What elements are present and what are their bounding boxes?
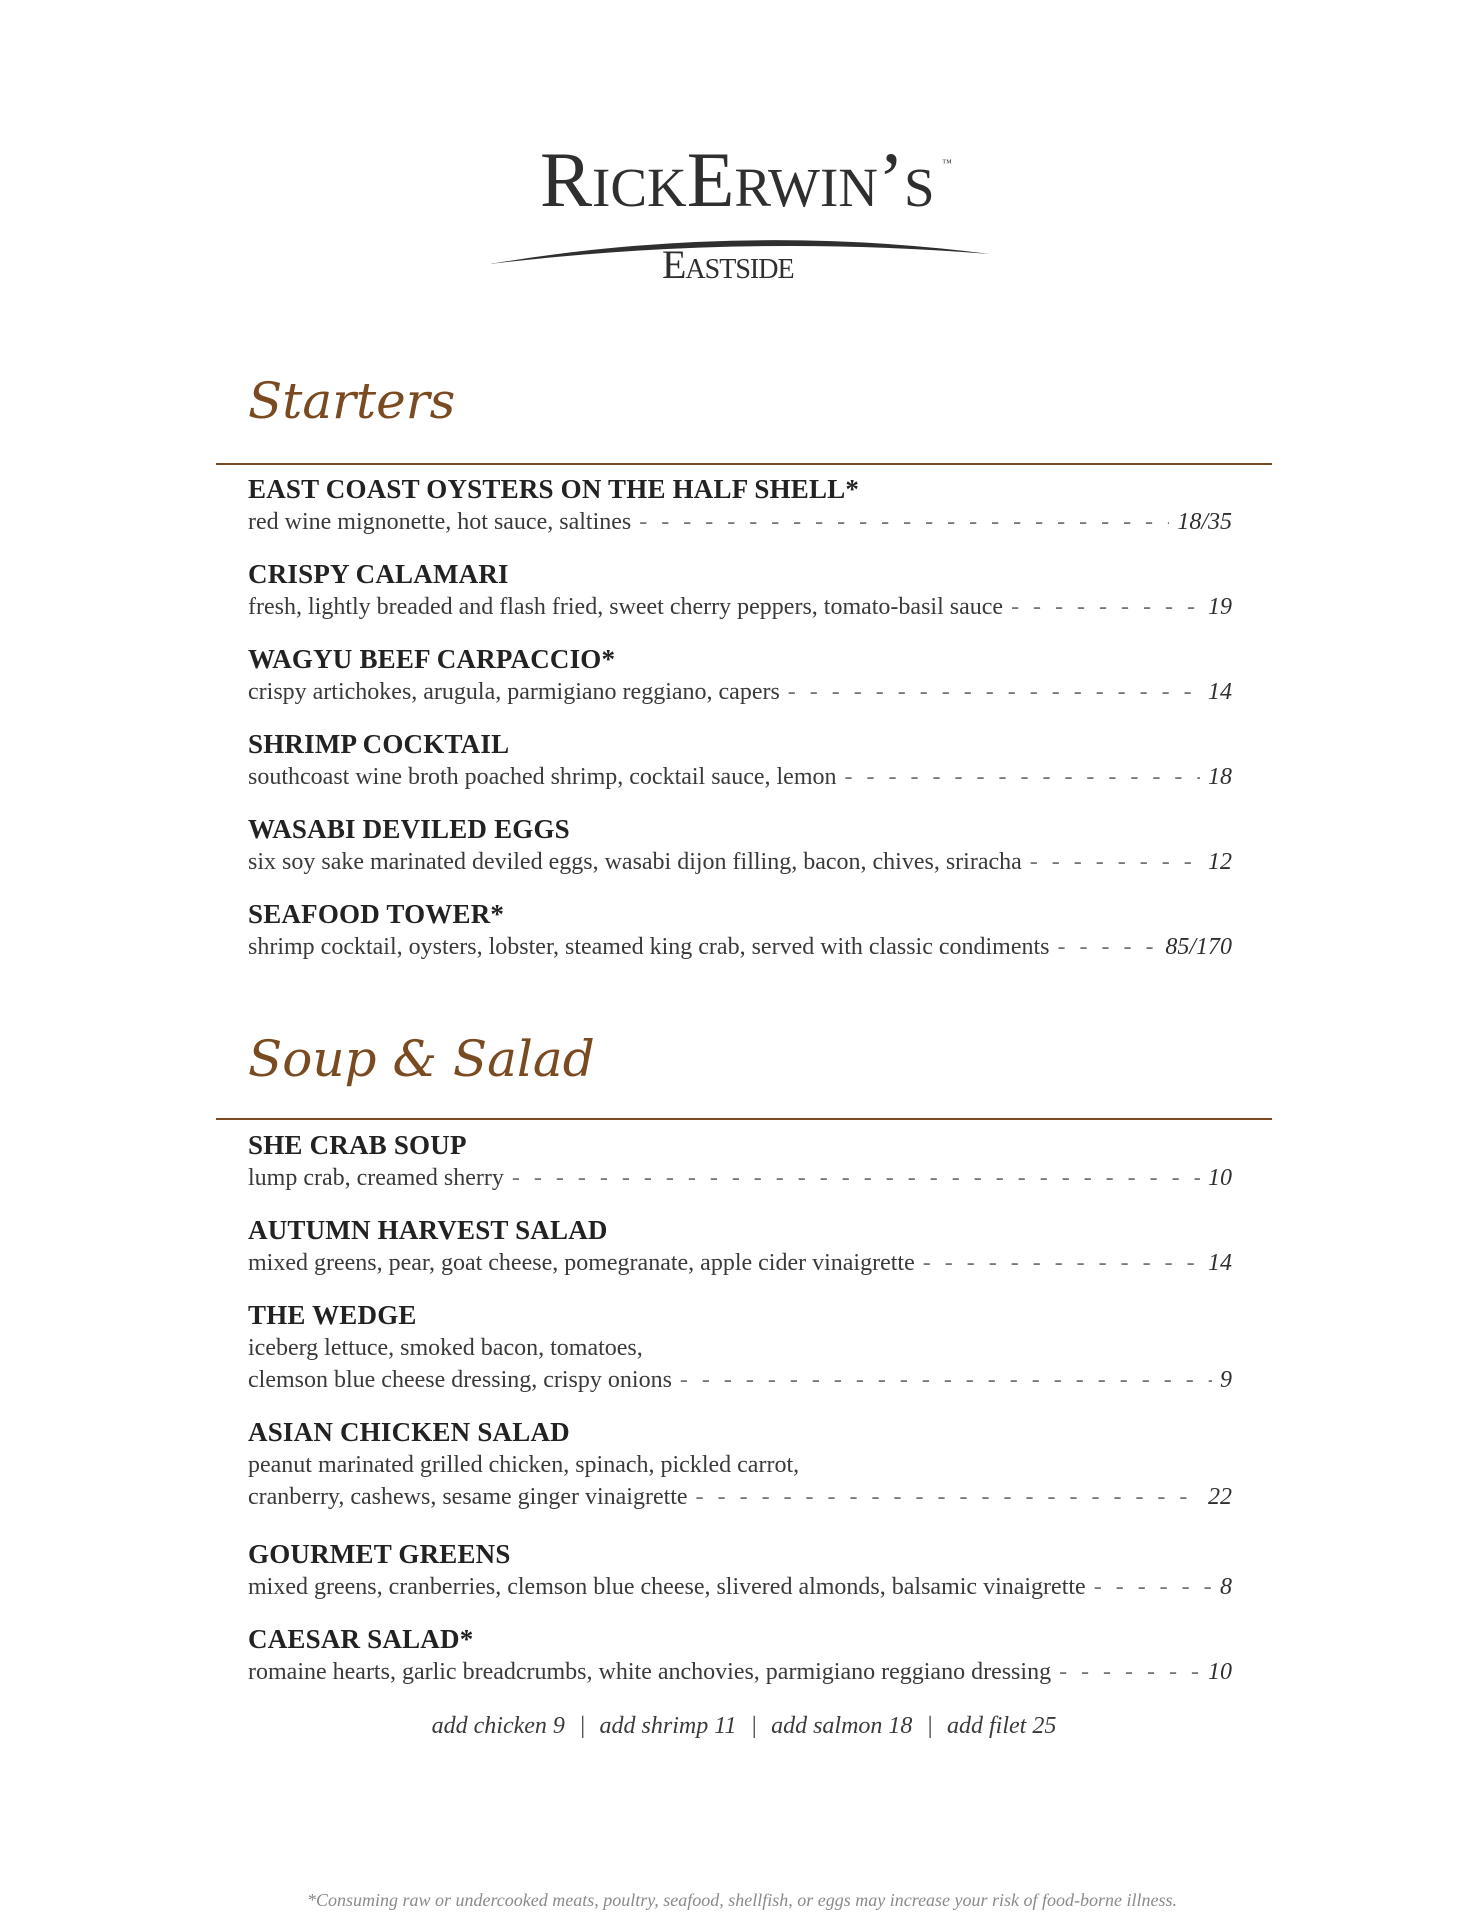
item-name: SHE CRAB SOUP (248, 1130, 467, 1160)
section-divider (216, 1118, 1272, 1120)
addon-separator: | (926, 1713, 934, 1739)
dot-leader (1059, 1656, 1200, 1688)
salad-addons (216, 1713, 1272, 1740)
dot-leader (1058, 931, 1158, 963)
item-price: 18 (1208, 764, 1232, 790)
item-price: 14 (1208, 1250, 1232, 1276)
menu-item (248, 727, 1232, 793)
addon-shrimp: add shrimp 11 (599, 1713, 737, 1739)
item-name: EAST COAST OYSTERS ON THE HALF SHELL* (248, 474, 860, 504)
item-price: 19 (1208, 594, 1232, 620)
item-price: 8 (1220, 1574, 1232, 1600)
addon-salmon: add salmon 18 (771, 1713, 913, 1739)
menu-item (248, 1415, 1232, 1513)
health-disclaimer: *Consuming raw or undercooked meats, poultry, seafood, shellfish, or eggs may increase your risk of food-borne illness. (306, 1890, 1178, 1910)
menu-item (248, 472, 1232, 538)
item-description: shrimp cocktail, oysters, lobster, steamed king crab, served with classic condiments (248, 934, 1050, 960)
item-description: mixed greens, cranberries, clemson blue cheese, slivered almonds, balsamic vinaigrette (248, 1574, 1086, 1600)
section-title-starters: Starters (248, 372, 456, 430)
section-title-soup-salad: Soup & Salad (248, 1030, 595, 1088)
logo-trademark: ™ (942, 158, 952, 169)
item-name: WASABI DEVILED EGGS (248, 814, 570, 844)
menu-item (248, 642, 1232, 708)
item-description: red wine mignonette, hot sauce, saltines (248, 509, 632, 535)
dot-leader (845, 761, 1200, 793)
item-description: crispy artichokes, arugula, parmigiano reggiano, capers (248, 679, 780, 705)
section-divider (216, 463, 1272, 465)
item-price: 22 (1208, 1484, 1232, 1510)
item-price: 10 (1208, 1659, 1232, 1685)
item-description: lump crab, creamed sherry (248, 1165, 504, 1191)
item-description: peanut marinated grilled chicken, spinach, pickled carrot, (248, 1452, 800, 1478)
menu-item (248, 1537, 1232, 1603)
item-name: WAGYU BEEF CARPACCIO* (248, 644, 616, 674)
menu-item (248, 1128, 1232, 1194)
item-name: CAESAR SALAD* (248, 1624, 474, 1654)
item-description: iceberg lettuce, smoked bacon, tomatoes, (248, 1335, 643, 1361)
item-price: 12 (1208, 849, 1232, 875)
item-name: SEAFOOD TOWER* (248, 899, 505, 929)
dot-leader (639, 506, 1169, 538)
item-name: GOURMET GREENS (248, 1539, 511, 1569)
menu-item (248, 557, 1232, 623)
item-price: 18/35 (1177, 509, 1232, 535)
logo-name: RickErwin’s (540, 136, 935, 223)
dot-leader (696, 1481, 1200, 1513)
menu-item (248, 897, 1232, 963)
menu-item (248, 1622, 1232, 1688)
addon-filet: add filet 25 (947, 1713, 1057, 1739)
item-name: ASIAN CHICKEN SALAD (248, 1417, 570, 1447)
item-name: CRISPY CALAMARI (248, 559, 509, 589)
dot-leader (1030, 846, 1200, 878)
item-description: mixed greens, pear, goat cheese, pomegranate, apple cider vinaigrette (248, 1250, 915, 1276)
logo-location: Eastside (662, 242, 794, 287)
item-price: 14 (1208, 679, 1232, 705)
item-description: cranberry, cashews, sesame ginger vinaigrette (248, 1484, 688, 1510)
addon-separator: | (750, 1713, 758, 1739)
item-description: clemson blue cheese dressing, crispy onions (248, 1367, 672, 1393)
item-description: southcoast wine broth poached shrimp, cocktail sauce, lemon (248, 764, 837, 790)
dot-leader (1094, 1571, 1212, 1603)
item-name: SHRIMP COCKTAIL (248, 729, 510, 759)
item-price: 85/170 (1165, 934, 1232, 960)
addon-chicken: add chicken 9 (431, 1713, 565, 1739)
item-description: romaine hearts, garlic breadcrumbs, white anchovies, parmigiano reggiano dressing (248, 1659, 1052, 1685)
dot-leader (788, 676, 1200, 708)
item-description: six soy sake marinated deviled eggs, wasabi dijon filling, bacon, chives, sriracha (248, 849, 1022, 875)
item-name: THE WEDGE (248, 1300, 417, 1330)
dot-leader (923, 1247, 1200, 1279)
item-description: fresh, lightly breaded and flash fried, sweet cherry peppers, tomato-basil sauce (248, 594, 1004, 620)
dot-leader (512, 1162, 1200, 1194)
menu-item (248, 812, 1232, 878)
menu-item (248, 1298, 1232, 1396)
item-name: AUTUMN HARVEST SALAD (248, 1215, 608, 1245)
menu-item (248, 1213, 1232, 1279)
dot-leader (1011, 591, 1200, 623)
addon-separator: | (578, 1713, 586, 1739)
item-price: 10 (1208, 1165, 1232, 1191)
item-price: 9 (1220, 1367, 1232, 1393)
restaurant-logo (490, 136, 1000, 290)
dot-leader (680, 1364, 1212, 1396)
